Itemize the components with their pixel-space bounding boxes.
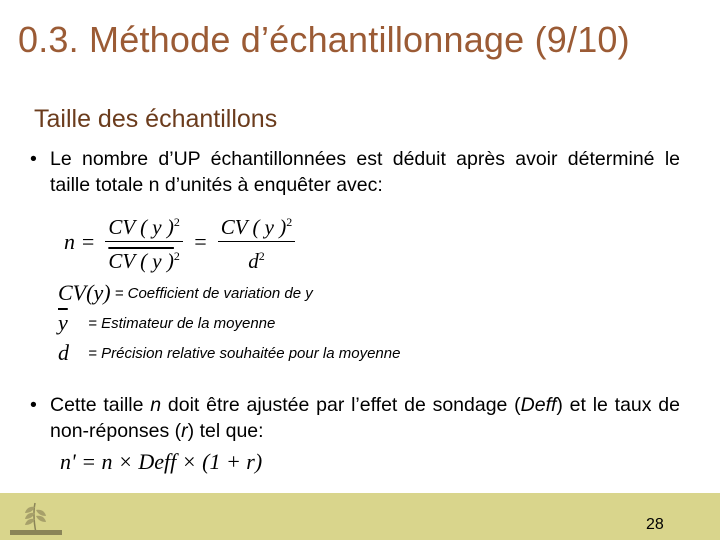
fraction-2-denominator: $d^2$: [248, 249, 265, 273]
fraction-1: [105, 208, 183, 275]
bullet-text: Le nombre d’UP échantillonnées est déduit après avoir déterminé le taille totale n d’unités à enquêter avec:: [50, 148, 680, 196]
definition-symbol: $\overline{y}$: [58, 310, 68, 335]
fraction-1-denominator: CV ( y )$^2$: [108, 249, 180, 273]
fraction-2-numerator: CV ( y )$^2$: [218, 208, 296, 242]
definition-symbol: d: [58, 340, 69, 365]
wheat-logo-icon: [6, 497, 66, 537]
formula-equals: =: [192, 228, 208, 254]
page-number: 28: [646, 516, 664, 533]
bullet-dot: •: [30, 394, 37, 416]
definition-precision: [58, 340, 400, 366]
formula-lhs: n =: [64, 228, 96, 254]
sample-size-formula: [58, 208, 295, 274]
fraction-2: [218, 208, 296, 275]
definition-mean-estimator: [58, 310, 275, 336]
definition-text: = Coefficient de variation de y: [114, 285, 313, 302]
fraction-1-numerator: CV ( y )$^2$: [105, 208, 183, 242]
definition-cv: [58, 280, 313, 306]
definition-symbol: CV(y): [58, 280, 111, 305]
footer-band: [0, 493, 720, 540]
slide-subtitle: Taille des échantillons: [34, 105, 278, 133]
adjusted-size-formula: n' = n × Deff × (1 + r): [60, 449, 263, 474]
bullet-text: Cette taille n doit être ajustée par l’effet de sondage (Deff) et le taux de non-réponses (r) tel que:: [50, 394, 680, 442]
definition-text: = Précision relative souhaitée pour la moyenne: [88, 345, 401, 362]
bullet-sample-size: [30, 146, 680, 198]
bullet-dot: •: [30, 148, 37, 170]
definition-text: = Estimateur de la moyenne: [88, 315, 276, 332]
bullet-adjustment: [30, 392, 680, 444]
slide-title: 0.3. Méthode d’échantillonnage (9/10): [18, 19, 630, 60]
